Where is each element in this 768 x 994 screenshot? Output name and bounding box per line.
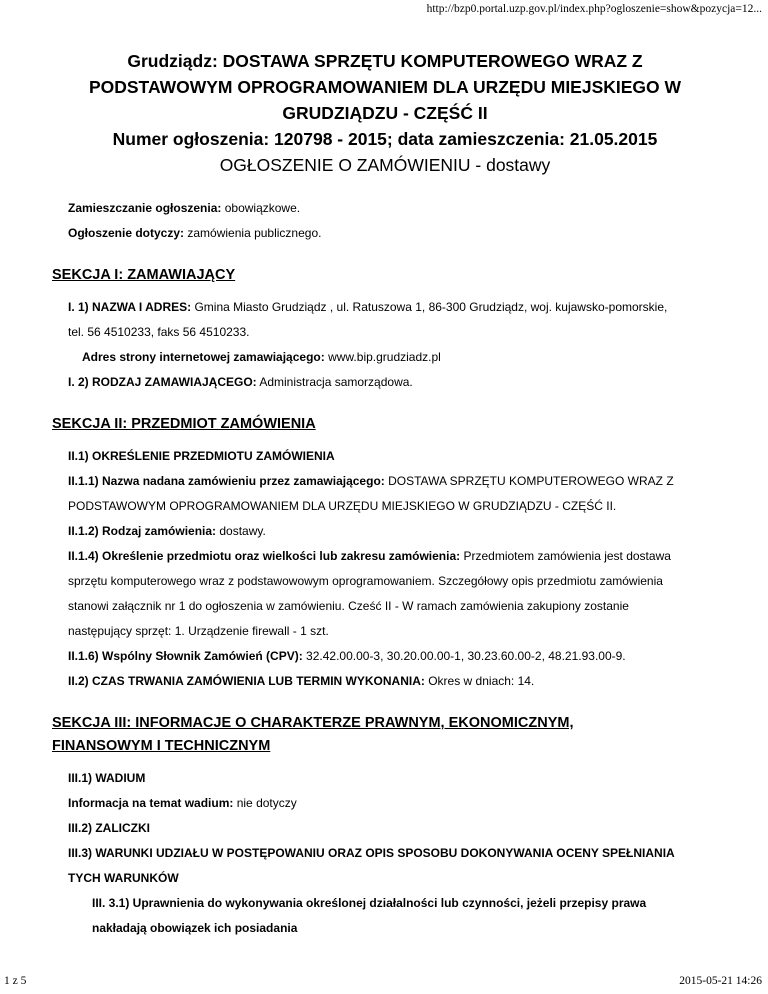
s3-permissions-line-1: III. 3.1) Uprawnienia do wykonywania określonej działalności lub czynności, jeżeli przepisy prawa: [92, 896, 647, 910]
s2-name-value-line-2: PODSTAWOWYM OPROGRAMOWANIEM DLA URZĘDU MIEJSKIEGO W GRUDZIĄDZU - CZĘŚĆ II.: [68, 499, 617, 513]
s2-scope-row: [68, 544, 732, 644]
s1-website-label: Adres strony internetowej zamawiającego:: [82, 350, 325, 364]
s3-conditions-line-2: TYCH WARUNKÓW: [68, 871, 179, 885]
s2-scope-value-line-2: sprzętu komputerowego wraz z podstawowowym oprogramowaniem. Szczegółowy opis przedmiotu zamówienia: [68, 574, 663, 588]
s2-scope-value-line-1: Przedmiotem zamówienia jest dostawa: [463, 549, 671, 563]
section-3-heading-line-2: FINANSOWYM I TECHNICZNYM: [52, 738, 271, 754]
section-1-heading: SEKCJA I: ZAMAWIAJĄCY: [52, 267, 236, 283]
notice-content: [52, 196, 732, 941]
notice-number: Numer ogłoszenia: 120798 - 2015; data zamieszczenia: 21.05.2015: [112, 129, 658, 149]
s3-deposit-heading: III.1) WADIUM: [68, 771, 146, 785]
print-datetime: 2015-05-21 14:26: [679, 975, 762, 987]
s2-scope-value-line-4: następujący sprzęt: 1. Urządzenie firewall - 1 szt.: [68, 624, 329, 638]
page-indicator: 1 z 5: [4, 975, 27, 987]
s3-deposit-info-value: nie dotyczy: [236, 796, 297, 810]
s2-kind-value: dostawy.: [219, 524, 266, 538]
s2-name-row: [68, 469, 732, 519]
s1-name-value-line-2: tel. 56 4510233, faks 56 4510233.: [68, 325, 250, 339]
concerns-value: zamówienia publicznego.: [187, 226, 322, 240]
notice-title-line-2: PODSTAWOWYM OPROGRAMOWANIEM DLA URZĘDU MIEJSKIEGO W: [88, 77, 682, 97]
notice-title-line-1: Grudziądz: DOSTAWA SPRZĘTU KOMPUTEROWEGO WRAZ Z: [127, 51, 643, 71]
s3-conditions-heading: [68, 841, 732, 891]
s1-type-label: I. 2) RODZAJ ZAMAWIAJĄCEGO:: [68, 375, 257, 389]
s1-website-value: www.bip.grudziadz.pl: [328, 350, 441, 364]
s2-cpv-row: [68, 644, 732, 669]
s3-deposit-info-row: [68, 791, 732, 816]
s2-duration-label: II.2) CZAS TRWANIA ZAMÓWIENIA LUB TERMIN WYKONANIA:: [68, 674, 425, 688]
concerns-label: Ogłoszenie dotyczy:: [68, 226, 185, 240]
s2-kind-row: [68, 519, 732, 544]
s3-permissions-heading: [92, 891, 732, 941]
s1-name-label: I. 1) NAZWA I ADRES:: [68, 300, 192, 314]
notice-type: OGŁOSZENIE O ZAMÓWIENIU - dostawy: [219, 155, 551, 175]
s1-name-value-line-1: Gmina Miasto Grudziądz , ul. Ratuszowa 1, 86-300 Grudziądz, woj. kujawsko-pomorskie,: [194, 300, 668, 314]
s2-kind-label: II.1.2) Rodzaj zamówienia:: [68, 524, 217, 538]
section-2-heading: SEKCJA II: PRZEDMIOT ZAMÓWIENIA: [52, 416, 316, 432]
s2-duration-row: [68, 669, 732, 694]
s3-deposit-info-label: Informacja na temat wadium:: [68, 796, 234, 810]
s1-website-row: [82, 345, 732, 370]
browser-url: http://bzp0.portal.uzp.gov.pl/index.php?ogloszenie=show&pozycja=12...: [426, 3, 762, 15]
notice-title-line-3: GRUDZIĄDZU - CZĘŚĆ II: [282, 103, 488, 123]
s2-cpv-label: II.1.6) Wspólny Słownik Zamówień (CPV):: [68, 649, 303, 663]
placement-value: obowiązkowe.: [224, 201, 301, 215]
s2-subject-heading: II.1) OKREŚLENIE PRZEDMIOTU ZAMÓWIENIA: [68, 449, 335, 463]
s1-type-row: [68, 370, 732, 395]
s2-cpv-value: 32.42.00.00-3, 30.20.00.00-1, 30.23.60.00-2, 48.21.93.00-9.: [306, 649, 626, 663]
placement-row: [68, 196, 732, 221]
section-3-heading-line-1: SEKCJA III: INFORMACJE O CHARAKTERZE PRAWNYM, EKONOMICZNYM,: [52, 715, 574, 731]
s2-scope-value-line-3: stanowi załącznik nr 1 do ogłoszenia w zamówieniu. Cześć II - W ramach zamówienia zakupiony zostanie: [68, 599, 629, 613]
s2-scope-label: II.1.4) Określenie przedmiotu oraz wielkości lub zakresu zamówienia:: [68, 549, 461, 563]
notice-header: [60, 48, 710, 178]
s2-duration-value: Okres w dniach: 14.: [428, 674, 535, 688]
section-3-heading: [52, 712, 732, 758]
placement-label: Zamieszczanie ogłoszenia:: [68, 201, 222, 215]
s3-conditions-line-1: III.3) WARUNKI UDZIAŁU W POSTĘPOWANIU ORAZ OPIS SPOSOBU DOKONYWANIA OCENY SPEŁNIANIA: [68, 846, 675, 860]
s1-type-value: Administracja samorządowa.: [259, 375, 413, 389]
s1-name-address: [68, 295, 732, 345]
s2-name-value-line-1: DOSTAWA SPRZĘTU KOMPUTEROWEGO WRAZ Z: [388, 474, 674, 488]
concerns-row: [68, 221, 732, 246]
s2-name-label: II.1.1) Nazwa nadana zamówieniu przez zamawiającego:: [68, 474, 385, 488]
s3-permissions-line-2: nakładają obowiązek ich posiadania: [92, 921, 298, 935]
s3-advances-heading: III.2) ZALICZKI: [68, 821, 150, 835]
